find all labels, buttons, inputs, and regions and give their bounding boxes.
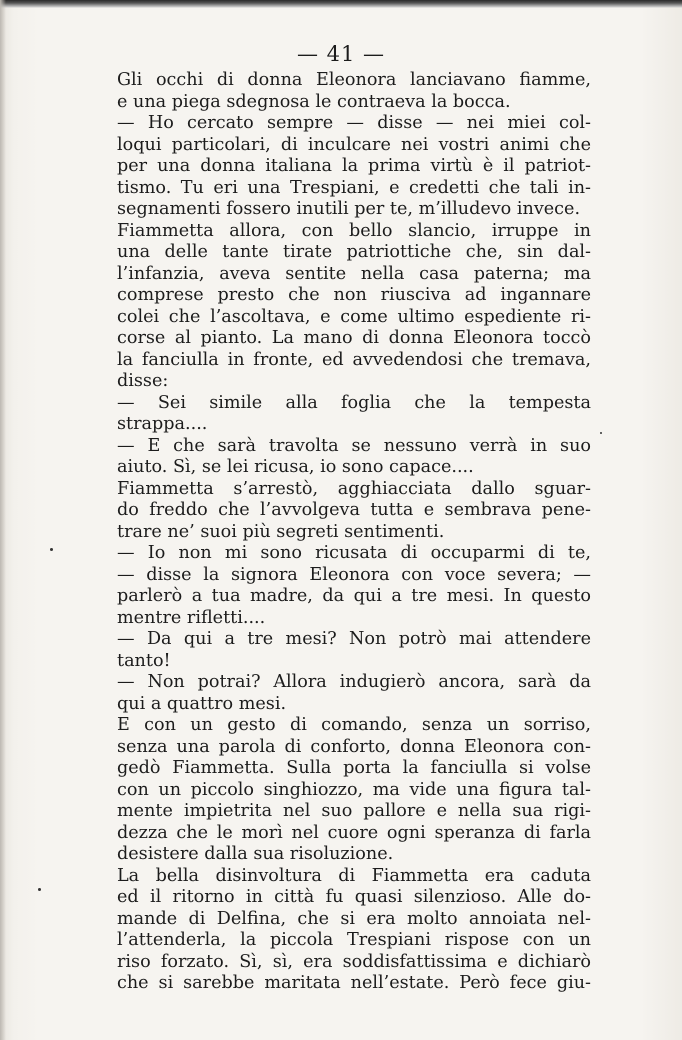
text-line: mande di Delfina, che si era molto annoiata nel- xyxy=(117,908,591,929)
text-line: desistere dalla sua risoluzione. xyxy=(117,844,394,864)
page-top-edge xyxy=(0,0,682,8)
text-line: Fiammetta allora, con bello slancio, irruppe in xyxy=(117,220,591,241)
print-speck xyxy=(38,888,41,891)
text-line: per una donna italiana la prima virtù è il patriot- xyxy=(117,156,591,176)
text-line: riso forzato. Sì, sì, era soddisfattissima e dichiarò xyxy=(117,951,591,972)
text-line: con un piccolo singhiozzo, ma vide una figura tal- xyxy=(117,779,591,800)
text-line: — Sei simile alla foglia che la tempesta xyxy=(117,392,591,413)
text-line: — Io non mi sono ricusata di occuparmi di te, xyxy=(117,543,591,563)
text-line: — Da qui a tre mesi? Non potrò mai attendere xyxy=(117,629,591,649)
text-line: corse al pianto. La mano di donna Eleonora toccò xyxy=(117,328,591,348)
text-line: La bella disinvoltura di Fiammetta era caduta xyxy=(117,865,591,886)
text-line: colei che l’ascoltava, e come ultimo espediente ri- xyxy=(117,306,591,327)
page-number: — 41 — xyxy=(296,42,386,66)
text-line: aiuto. Sì, se lei ricusa, io sono capace.... xyxy=(117,457,474,477)
text-line: Gli occhi di donna Eleonora lanciavano fiamme, xyxy=(117,70,591,90)
text-line: l’infanzia, aveva sentite nella casa paterna; ma xyxy=(117,263,591,284)
text-line: comprese presto che non riusciva ad ingannare xyxy=(117,285,591,305)
text-line: tismo. Tu eri una Trespiani, e credetti che tali in- xyxy=(117,177,591,198)
page-binding-edge xyxy=(0,0,6,1040)
text-line: gedò Fiammetta. Sulla porta la fanciulla si volse xyxy=(117,758,591,778)
text-line: ed il ritorno in città fu quasi silenzioso. Alle do- xyxy=(117,887,591,907)
text-line: la fanciulla in fronte, ed avvedendosi che tremava, xyxy=(117,349,591,370)
text-line: qui a quattro mesi. xyxy=(117,693,287,714)
text-line: mentre rifletti.... xyxy=(117,607,266,628)
text-line: che si sarebbe maritata nell’estate. Però fece giu- xyxy=(117,973,591,993)
text-line: segnamenti fossero inutili per te, m’illudevo invece. xyxy=(117,199,581,219)
text-line: l’attenderla, la piccola Trespiani rispose con un xyxy=(117,930,591,950)
text-line: strappa.... xyxy=(117,414,208,434)
text-line: disse: xyxy=(117,371,169,391)
text-line: e una piega sdegnosa le contraeva la bocca. xyxy=(117,91,511,112)
text-line: — E che sarà travolta se nessuno verrà in suo xyxy=(117,435,591,456)
text-line: dezza che le morì nel cuore ogni speranza di farla xyxy=(117,822,591,843)
text-line: — disse la signora Eleonora con voce severa; — xyxy=(117,564,591,585)
text-line: — Ho cercato sempre — disse — nei miei col- xyxy=(117,113,591,133)
text-line: una delle tante tirate patriottiche che, sin dal- xyxy=(117,242,591,262)
text-line: mente impietrita nel suo pallore e nella sua rigi- xyxy=(117,801,591,821)
print-speck xyxy=(50,548,53,551)
text-line: parlerò a tua madre, da qui a tre mesi. In questo xyxy=(117,586,591,606)
text-line: — Non potrai? Allora indugierò ancora, sarà da xyxy=(117,672,591,692)
text-line: loqui particolari, di inculcare nei vostri animi che xyxy=(117,134,591,155)
text-line: Fiammetta s’arrestò, agghiacciata dallo sguar- xyxy=(117,478,591,499)
text-line: tanto! xyxy=(117,650,171,671)
text-line: do freddo che l’avvolgeva tutta e sembrava pene- xyxy=(117,500,591,520)
print-speck xyxy=(600,432,602,434)
text-line: E con un gesto di comando, senza un sorriso, xyxy=(117,715,591,735)
text-line: trare ne’ suoi più segreti sentimenti. xyxy=(117,521,445,542)
body-text xyxy=(117,70,591,995)
text-line: senza una parola di conforto, donna Eleonora con- xyxy=(117,736,591,757)
